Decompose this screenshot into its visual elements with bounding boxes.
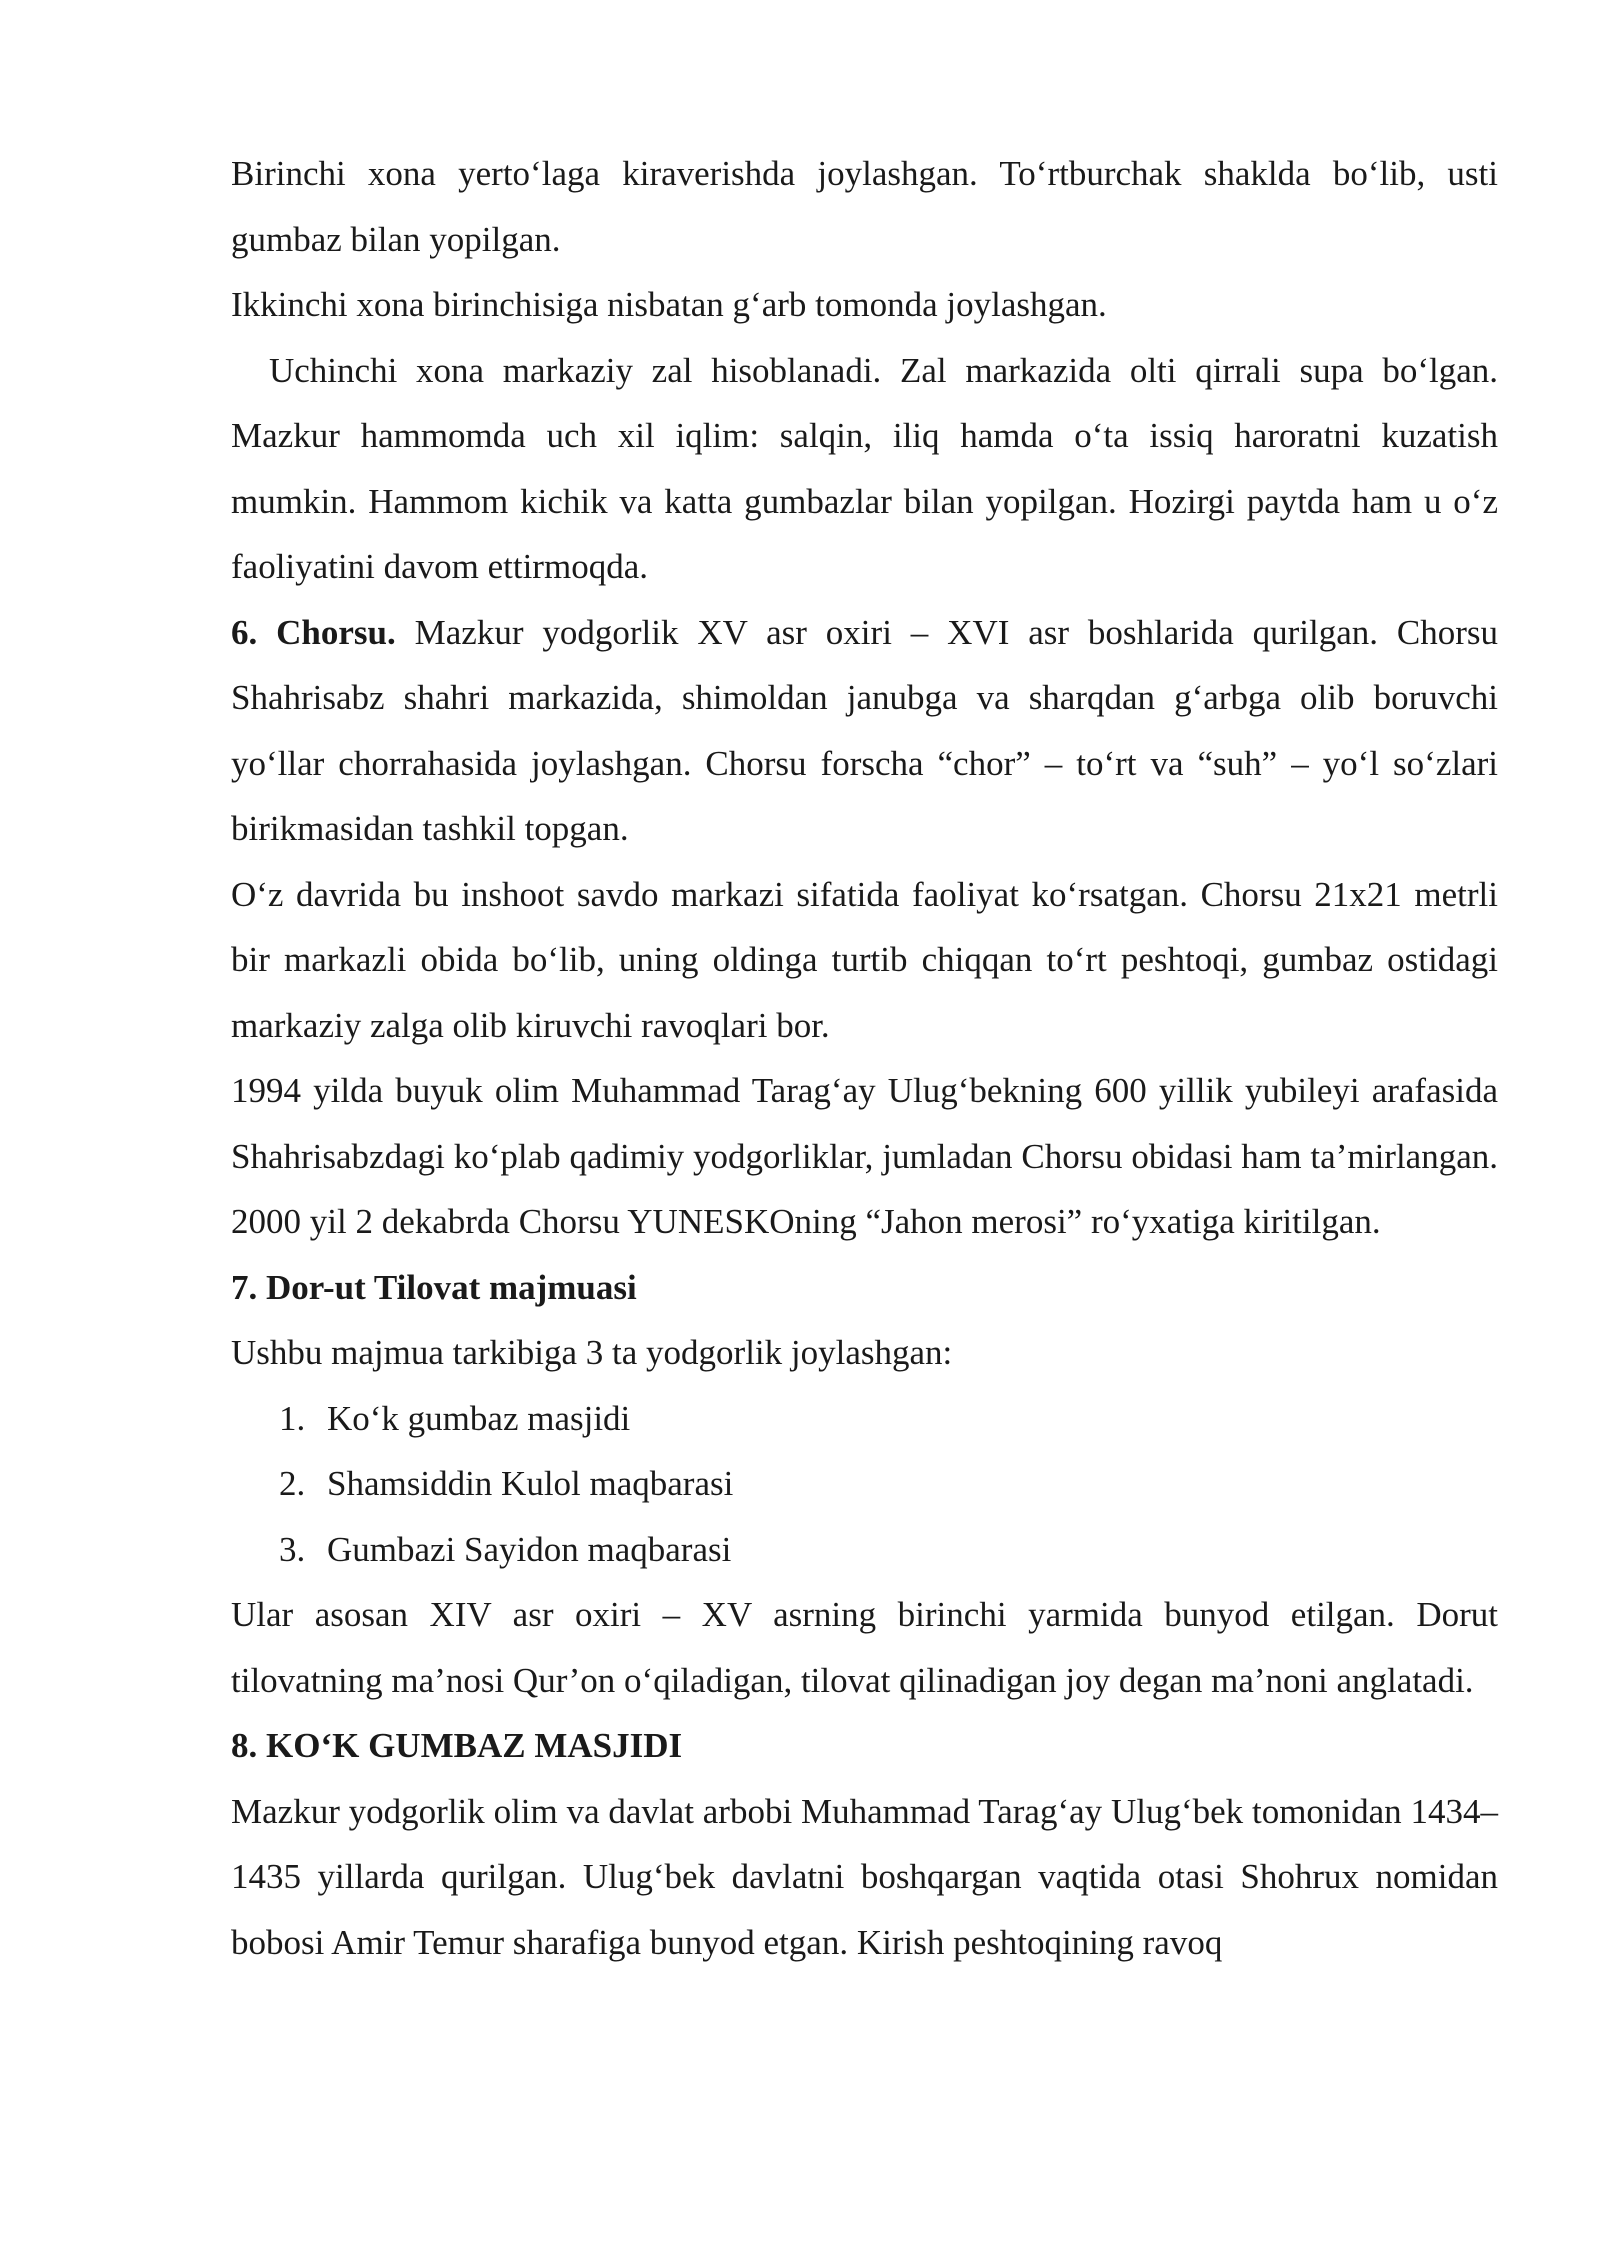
paragraph-complex-intro: Ushbu majmua tarkibiga 3 ta yodgorlik joylashgan: [231, 1333, 953, 1372]
list-item [231, 1386, 1498, 1452]
list-item-number: 1. [279, 1398, 306, 1438]
paragraph-chorsu [231, 600, 1498, 862]
paragraph-chorsu-restoration: 1994 yilda buyuk olim Muhammad Tarag‘ay Ulug‘bekning 600 yillik yubileyi arafasida Shahrisabzdagi ko‘plab qadimiy yodgorliklar, jumladan Chorsu obidasi ham ta’mirlangan. 2000 yil 2 dekabrda Chorsu YUNESKOning “Jahon merosi” ro‘yxatiga kiritilgan. [231, 1071, 1498, 1241]
paragraph-third-room: Uchinchi xona markaziy zal hisoblanadi. Zal markazida olti qirrali supa bo‘lgan. Mazkur hammomda uch xil iqlim: salqin, iliq hamda o‘ta issiq haroratni kuzatish mumkin. Hammom kichik va katta gumbazlar bilan yopilgan. Hozirgi paytda ham u o‘z faoliyatini davom ettirmoqda. [231, 350, 1498, 586]
list-item [231, 1451, 1498, 1517]
list-item-text: Gumbazi Sayidon maqbarasi [327, 1529, 732, 1569]
heading-dorut-tilovat: 7. Dor-ut Tilovat majmuasi [231, 1267, 637, 1307]
paragraph-kok-gumbaz: Mazkur yodgorlik olim va davlat arbobi Muhammad Tarag‘ay Ulug‘bek tomonidan 1434–1435 yillarda qurilgan. Ulug‘bek davlatni boshqargan vaqtida otasi Shohrux nomidan bobosi Amir Temur sharafiga bunyod etgan. Kirish peshtoqining ravoq [231, 1791, 1498, 1962]
monument-list [231, 1386, 1498, 1583]
list-item-number: 3. [279, 1529, 306, 1569]
paragraph-dorut-meaning: Ular asosan XIV asr oxiri – XV asrning birinchi yarmida bunyod etilgan. Dorut tilovatning ma’nosi Qur’on o‘qiladigan, tilovat qilinadigan joy degan ma’noni anglatadi. [231, 1595, 1498, 1700]
list-item-number: 2. [279, 1464, 306, 1503]
paragraph-second-room: Ikkinchi xona birinchisiga nisbatan g‘arb tomonda joylashgan. [231, 285, 1107, 324]
list-item [231, 1517, 1498, 1583]
paragraph-first-room: Birinchi xona yerto‘laga kiraverishda joylashgan. To‘rtburchak shaklda bo‘lib, usti gumbaz bilan yopilgan. [231, 154, 1498, 259]
chorsu-text: Mazkur yodgorlik XV asr oxiri – XVI asr boshlarida qurilgan. Chorsu Shahrisabz shahri markazida, shimoldan janubga va sharqdan g‘arbga olib boruvchi yo‘llar chorrahasida joylashgan. Chorsu forscha “chor” – to‘rt va “suh” – yo‘l so‘zlari birikmasidan tashkil topgan. [231, 612, 1498, 848]
heading-kok-gumbaz: 8. KO‘K GUMBAZ MASJIDI [231, 1726, 683, 1765]
document-page [231, 141, 1498, 1975]
heading-chorsu: 6. Chorsu. [231, 612, 396, 652]
paragraph-chorsu-trade: O‘z davrida bu inshoot savdo markazi sifatida faoliyat ko‘rsatgan. Chorsu 21x21 metrli bir markazli obida bo‘lib, uning oldinga turtib chiqqan to‘rt peshtoqi, gumbaz ostidagi markaziy zalga olib kiruvchi ravoqlari bor. [231, 874, 1498, 1045]
list-item-text: Shamsiddin Kulol maqbarasi [327, 1464, 734, 1503]
list-item-text: Ko‘k gumbaz masjidi [327, 1398, 631, 1438]
